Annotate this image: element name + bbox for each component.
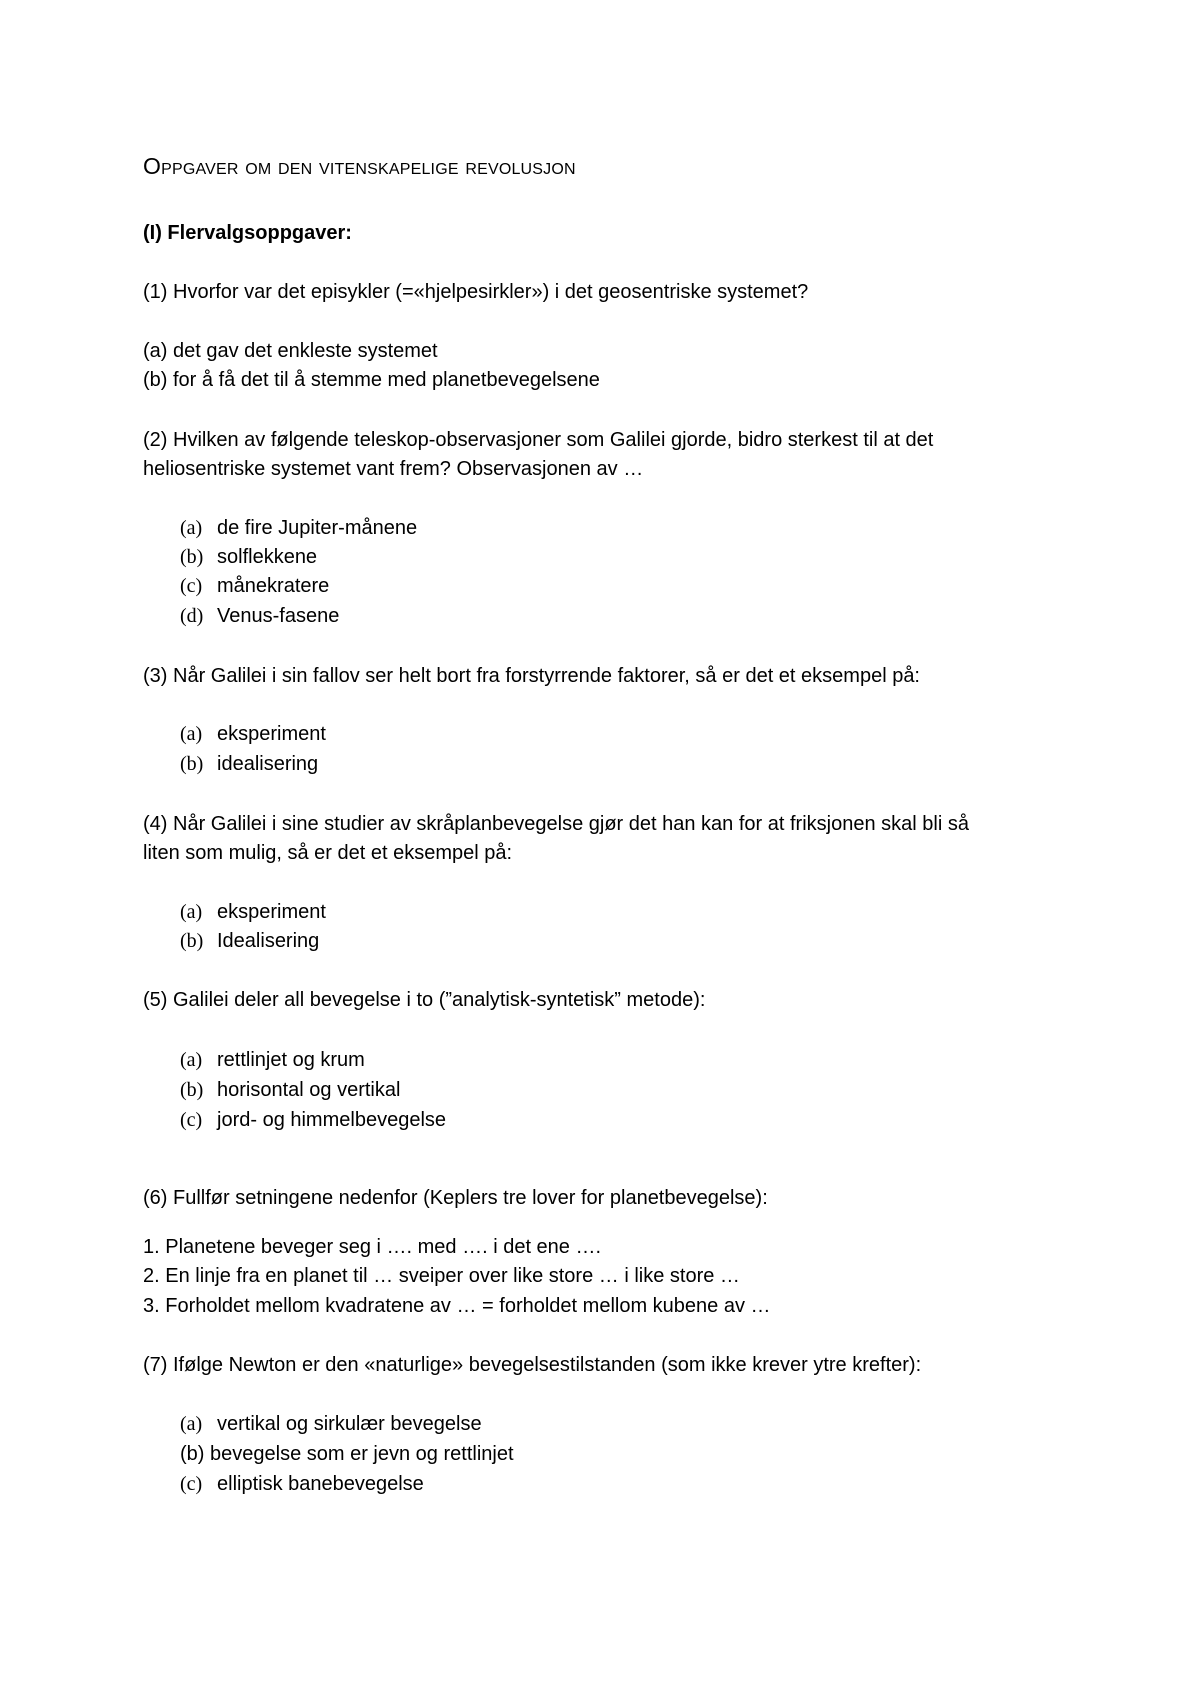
option-mark: (a) [180, 1049, 203, 1071]
option-mark: (b) [180, 546, 204, 568]
option-mark: (c) [180, 1473, 203, 1495]
option-text: de fire Jupiter-månene [217, 517, 418, 539]
option-text: rettlinjet og krum [217, 1049, 365, 1071]
question-7-option-c [180, 1470, 424, 1498]
question-2-option-c [180, 572, 329, 600]
question-5-option-c [180, 1106, 446, 1134]
question-3: (3) Når Galilei i sin fallov ser helt bort fra forstyrrende faktorer, så er det et eksempel på: [143, 665, 920, 687]
question-2-option-d [180, 602, 339, 630]
question-6-item-1: 1. Planetene beveger seg i …. med …. i det ene …. [143, 1236, 602, 1258]
option-text: solflekkene [217, 546, 318, 568]
option-mark: (c) [180, 1109, 203, 1131]
option-text: eksperiment [217, 901, 326, 923]
question-5-option-b [180, 1076, 400, 1104]
option-mark: (b) [180, 930, 204, 952]
question-7-option-a [180, 1410, 482, 1438]
option-text: elliptisk banebevegelse [217, 1473, 424, 1495]
option-mark: (c) [180, 575, 203, 597]
question-7: (7) Ifølge Newton er den «naturlige» bevegelsestilstanden (som ikke krever ytre krefter): [143, 1354, 922, 1376]
option-text: eksperiment [217, 723, 326, 745]
question-6: (6) Fullfør setningene nedenfor (Keplers tre lover for planetbevegelse): [143, 1187, 768, 1209]
option-text: Venus-fasene [217, 605, 340, 627]
question-2-line-1: (2) Hvilken av følgende teleskop-observasjoner som Galilei gjorde, bidro sterkest til at det [143, 429, 934, 451]
question-4-line-1: (4) Når Galilei i sine studier av skråplanbevegelse gjør det han kan for at friksjonen skal bli så [143, 813, 969, 835]
option-mark: (b) [180, 1443, 205, 1465]
question-2-line-2: heliosentriske systemet vant frem? Observasjonen av … [143, 458, 644, 480]
question-5-option-a [180, 1046, 365, 1074]
question-2-option-a [180, 514, 417, 542]
question-2-option-b [180, 543, 317, 571]
question-4-option-b [180, 927, 319, 955]
question-6-item-2: 2. En linje fra en planet til … sveiper over like store … i like store … [143, 1265, 740, 1287]
option-text: bevegelse som er jevn og rettlinjet [210, 1443, 514, 1465]
option-mark: (a) [180, 1413, 203, 1435]
question-5: (5) Galilei deler all bevegelse i to (”analytisk-syntetisk” metode): [143, 989, 706, 1011]
document-title-text: Oppgaver om den vitenskapelige revolusjon [143, 153, 576, 179]
question-1-option-a: (a) det gav det enkleste systemet [143, 340, 438, 362]
document-title [143, 152, 576, 180]
option-text: Idealisering [217, 930, 320, 952]
question-3-option-b [180, 750, 318, 778]
question-4-option-a [180, 898, 326, 926]
question-7-option-b [180, 1440, 514, 1468]
option-mark: (a) [180, 723, 203, 745]
option-mark: (a) [180, 901, 203, 923]
option-text: månekratere [217, 575, 330, 597]
option-mark: (d) [180, 605, 204, 627]
question-1-option-b: (b) for å få det til å stemme med planetbevegelsene [143, 369, 600, 391]
option-mark: (b) [180, 1079, 204, 1101]
question-3-option-a [180, 720, 326, 748]
question-1: (1) Hvorfor var det episykler (=«hjelpesirkler») i det geosentriske systemet? [143, 281, 809, 303]
option-text: jord- og himmelbevegelse [217, 1109, 447, 1131]
option-text: vertikal og sirkulær bevegelse [217, 1413, 482, 1435]
question-4-line-2: liten som mulig, så er det et eksempel på: [143, 842, 513, 864]
option-text: horisontal og vertikal [217, 1079, 401, 1101]
option-mark: (a) [180, 517, 203, 539]
section-heading: (I) Flervalgsoppgaver: [143, 222, 352, 244]
option-text: idealisering [217, 753, 319, 775]
option-mark: (b) [180, 753, 204, 775]
question-6-item-3: 3. Forholdet mellom kvadratene av … = forholdet mellom kubene av … [143, 1295, 771, 1317]
